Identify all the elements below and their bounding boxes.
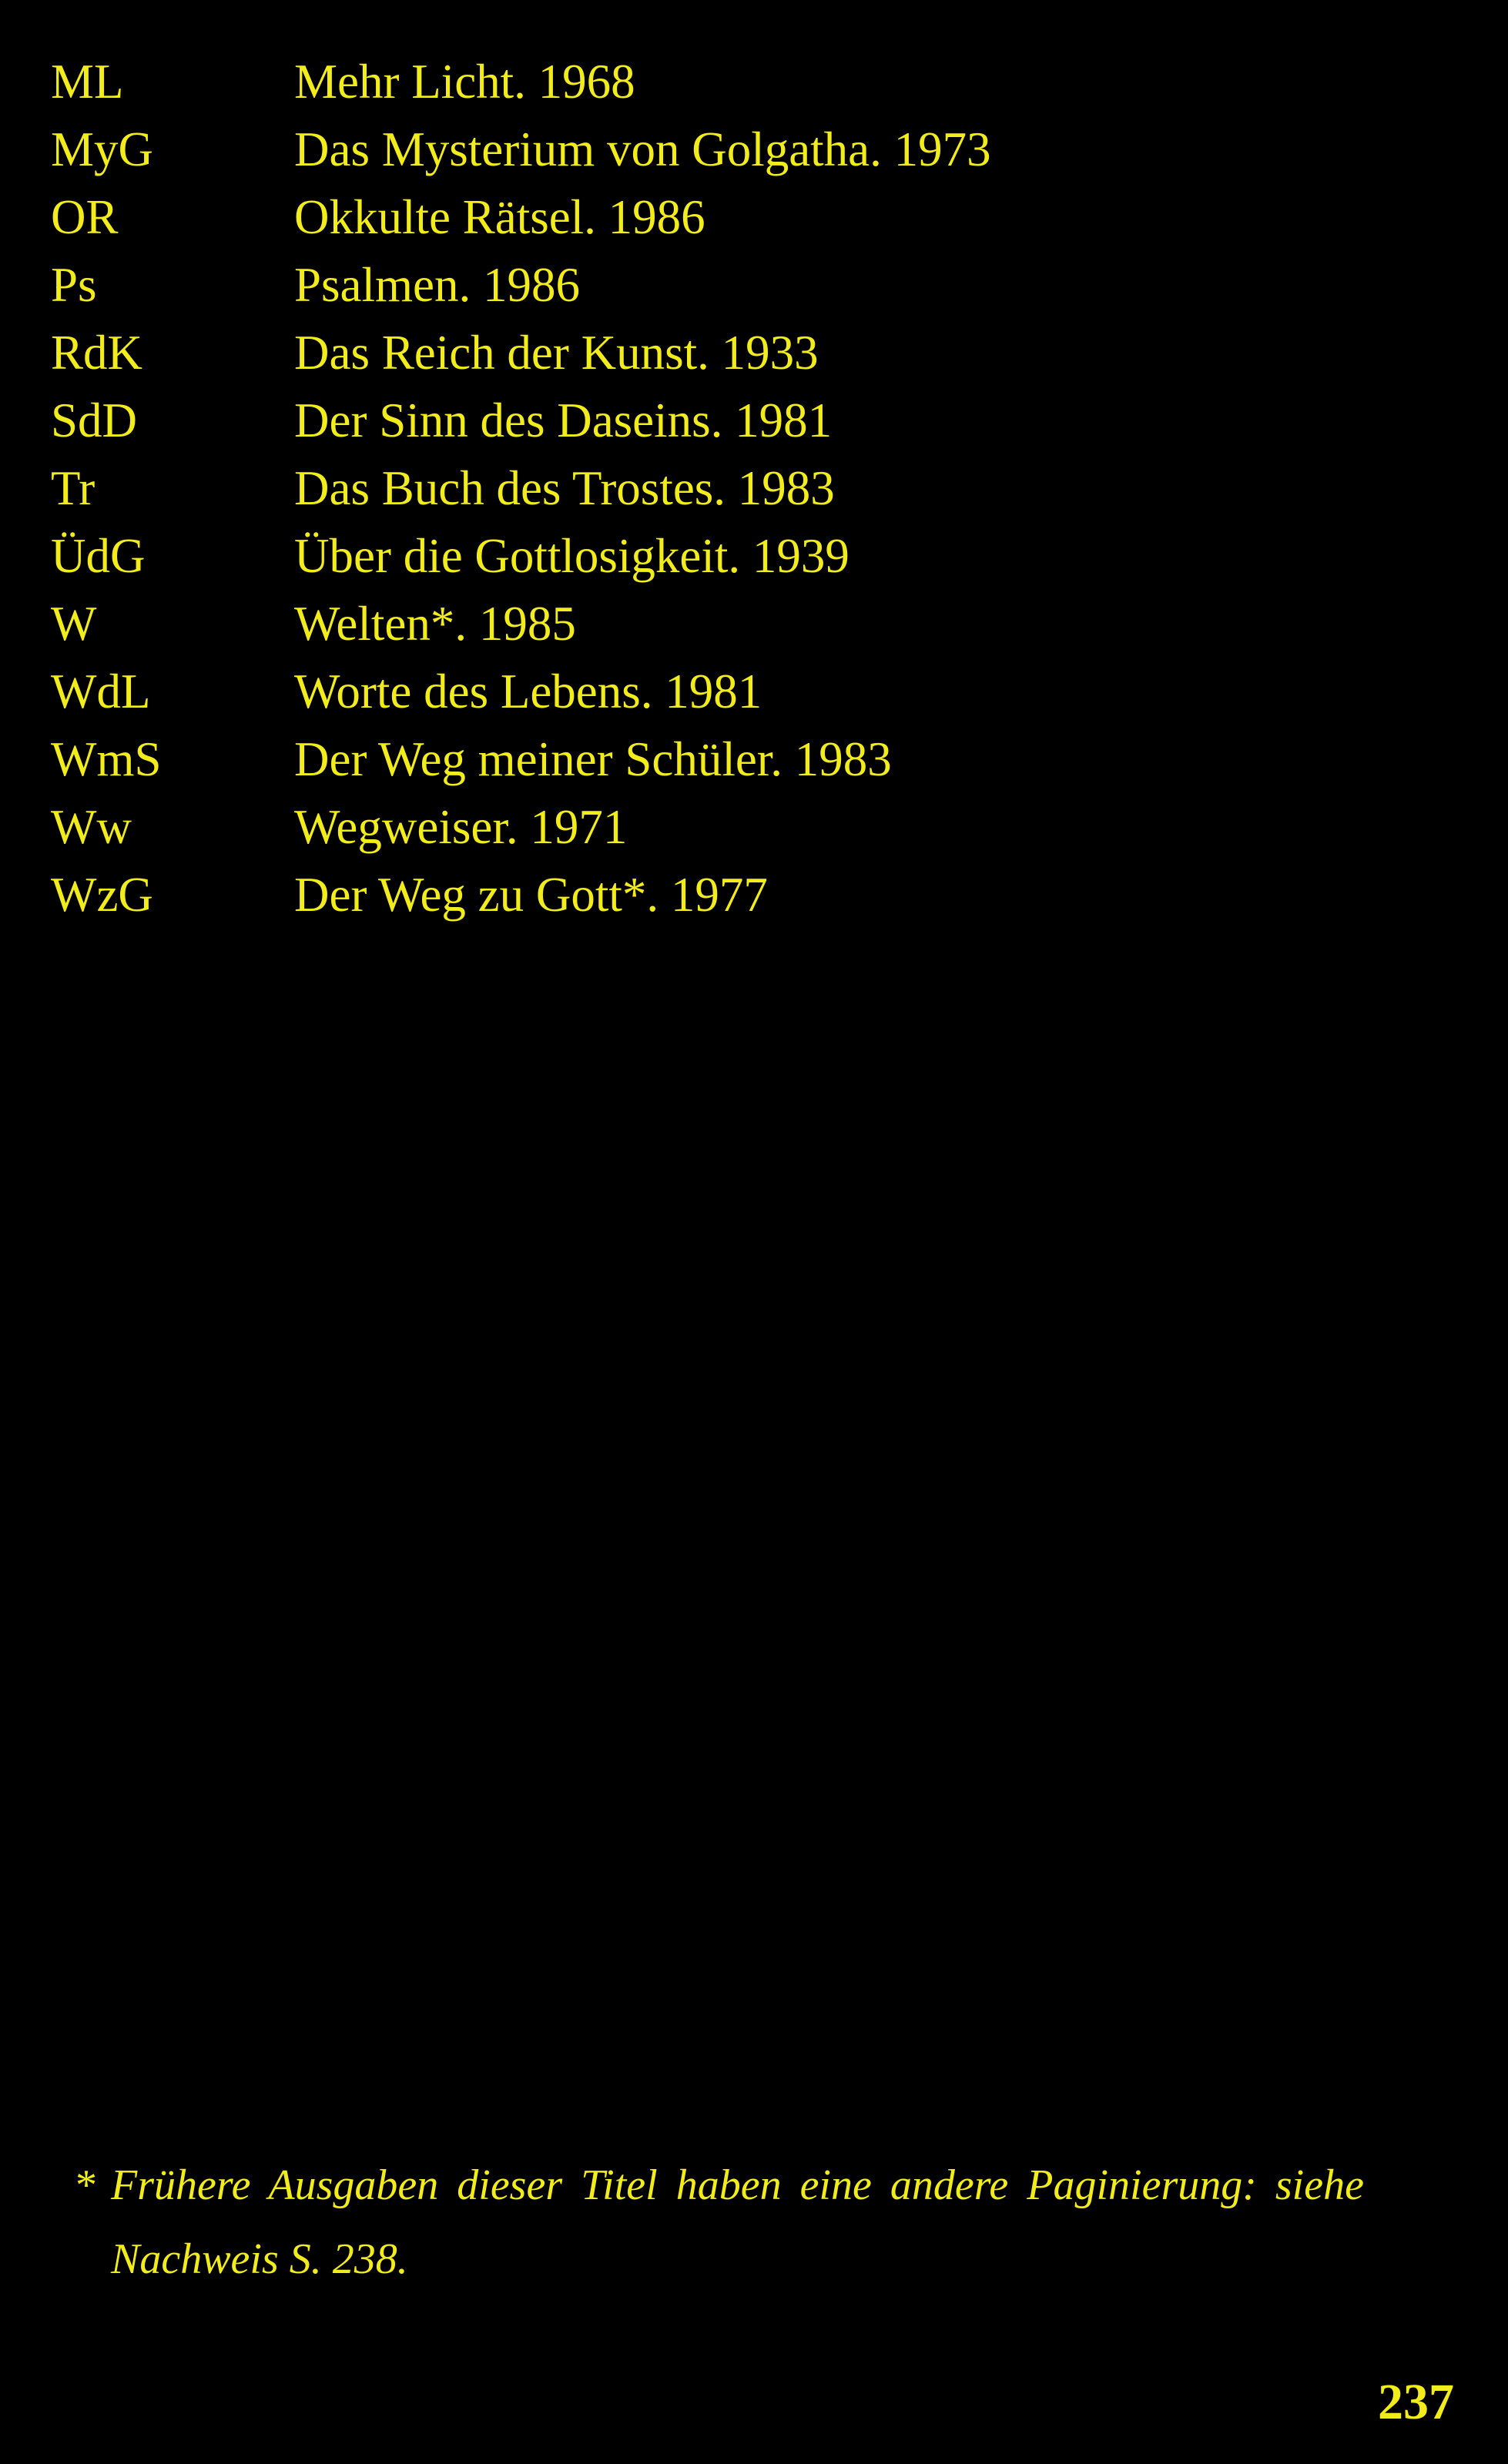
abbreviation: WzG — [51, 868, 153, 922]
list-item — [51, 454, 1360, 522]
abbreviation: WdL — [51, 665, 151, 718]
list-item — [51, 48, 1360, 116]
book-title: Das Buch des Trostes. 1983 — [294, 461, 835, 515]
abbreviation: MyG — [51, 122, 154, 176]
page-number: 237 — [1378, 2374, 1454, 2430]
list-item — [51, 793, 1360, 861]
book-title: Mehr Licht. 1968 — [294, 55, 635, 109]
abbreviation: Tr — [51, 461, 96, 515]
list-item — [51, 658, 1360, 725]
book-title: Welten*. 1985 — [294, 597, 576, 651]
list-item — [51, 522, 1360, 590]
abbreviation: OR — [51, 190, 119, 244]
book-title: Das Mysterium von Golgatha. 1973 — [294, 122, 991, 176]
abbreviation: ML — [51, 55, 124, 109]
abbreviation: WmS — [51, 732, 162, 786]
list-item — [51, 725, 1360, 793]
list-item — [51, 183, 1360, 251]
footnote-line — [75, 2148, 1462, 2222]
abbreviation: W — [51, 597, 97, 651]
footnote-line — [75, 2222, 1462, 2296]
list-item — [51, 116, 1360, 183]
book-title: Der Weg zu Gott*. 1977 — [294, 868, 768, 922]
book-title: Okkulte Rätsel. 1986 — [294, 190, 705, 244]
book-title: Worte des Lebens. 1981 — [294, 665, 762, 718]
abbreviation: SdD — [51, 393, 138, 447]
book-title: Wegweiser. 1971 — [294, 800, 628, 854]
abbreviation: ÜdG — [51, 529, 146, 583]
footnote — [75, 2148, 1462, 2296]
list-item — [51, 251, 1360, 319]
abbreviation-list — [51, 48, 1360, 929]
footnote-text: Nachweis S. 238. — [111, 2235, 408, 2283]
book-title: Über die Gottlosigkeit. 1939 — [294, 529, 850, 583]
abbreviation: Ww — [51, 800, 132, 854]
book-title: Das Reich der Kunst. 1933 — [294, 326, 819, 380]
abbreviation: Ps — [51, 258, 97, 312]
footnote-text: Frühere Ausgaben dieser Titel haben eine andere Paginierung: siehe — [111, 2161, 1364, 2209]
book-title: Psalmen. 1986 — [294, 258, 580, 312]
book-title: Der Weg meiner Schüler. 1983 — [294, 732, 892, 786]
list-item — [51, 387, 1360, 454]
abbreviation: RdK — [51, 326, 143, 380]
list-item — [51, 319, 1360, 387]
list-item — [51, 590, 1360, 658]
book-title: Der Sinn des Daseins. 1981 — [294, 393, 833, 447]
footnote-marker: * — [75, 2161, 97, 2209]
list-item — [51, 861, 1360, 929]
